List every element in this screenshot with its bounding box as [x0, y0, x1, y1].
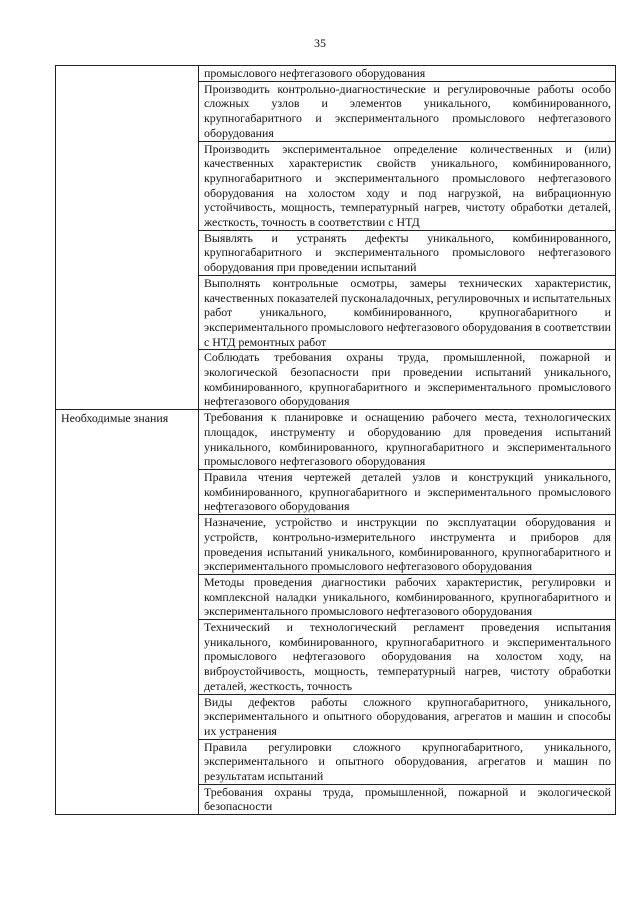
knowledge-cell: Назначение, устройство и инструкции по эксплуатации оборудования и устройств, контрольно-измерительного инструмента и приборов для проведения испытаний уникального, комбинированного, крупногабаритного и экспериментального промыслового нефтегазового оборудования [199, 515, 616, 575]
skill-cell: промыслового нефтегазового оборудования [199, 66, 616, 82]
skill-cell: Выявлять и устранять дефекты уникального, комбинированного, крупногабаритного и экспериментального промыслового нефтегазового оборудования при проведении испытаний [199, 230, 616, 275]
knowledge-cell: Требования к планировке и оснащению рабочего места, технологических площадок, инструменту и оборудованию для проведения испытаний уникального, комбинированного, крупногабаритного и экспериментального промыслового нефтегазового оборудования [199, 410, 616, 470]
skill-cell: Производить контрольно-диагностические и регулировочные работы особо сложных узлов и элементов уникального, комбинированного, крупногабаритного и экспериментального промыслового нефтегазового оборудования [199, 81, 616, 141]
knowledge-cell: Виды дефектов работы сложного крупногабаритного, уникального, экспериментального и опытного оборудования, агрегатов и машин и способы их устранения [199, 694, 616, 739]
knowledge-cell: Методы проведения диагностики рабочих характеристик, регулировки и комплексной наладки уникального, комбинированного, крупногабаритного и экспериментального промыслового нефтегазового оборудования [199, 574, 616, 619]
table-row [56, 66, 616, 82]
knowledge-cell: Требования охраны труда, промышленной, пожарной и экологической безопасности [199, 784, 616, 814]
table-row [56, 410, 616, 470]
skill-cell: Производить экспериментальное определение количественных и (или) качественных характеристик свойств уникального, комбинированного, крупногабаритного и экспериментального промыслового нефтегазового оборудования на холостом ходу и под нагрузкой, на вибрационную устойчивость, мощность, температурный нагрев, чистоту обработки деталей, жесткость, точность в соответствии с НТД [199, 141, 616, 230]
knowledge-cell: Технический и технологический регламент проведения испытания уникального, комбинированного, крупногабаритного и экспериментального промыслового нефтегазового оборудования на холостом ходу, на виброустойчивость, мощность, температурный нагрев, чистоту обработки деталей, жесткость, точность [199, 620, 616, 695]
left-column-cell [56, 66, 199, 410]
knowledge-cell: Правила чтения чертежей деталей узлов и конструкций уникального, комбинированного, крупногабаритного и экспериментального промыслового нефтегазового оборудования [199, 469, 616, 514]
skill-cell: Выполнять контрольные осмотры, замеры технических характеристик, качественных показателей пусконаладочных, регулировочных и испытательных работ уникального, комбинированного, крупногабаритного и экспериментального промыслового нефтегазового оборудования в соответствии с НТД ремонтных работ [199, 275, 616, 350]
competency-table [55, 65, 616, 815]
skill-cell: Соблюдать требования охраны труда, промышленной, пожарной и экологической безопасности при проведении испытаний уникального, комбинированного, крупногабаритного и экспериментального промыслового нефтегазового оборудования [199, 350, 616, 410]
knowledge-cell: Правила регулировки сложного крупногабаритного, уникального, экспериментального и опытного оборудования, агрегатов и машин по результатам испытаний [199, 739, 616, 784]
required-knowledge-label: Необходимые знания [56, 410, 199, 815]
page-number: 35 [314, 36, 326, 50]
